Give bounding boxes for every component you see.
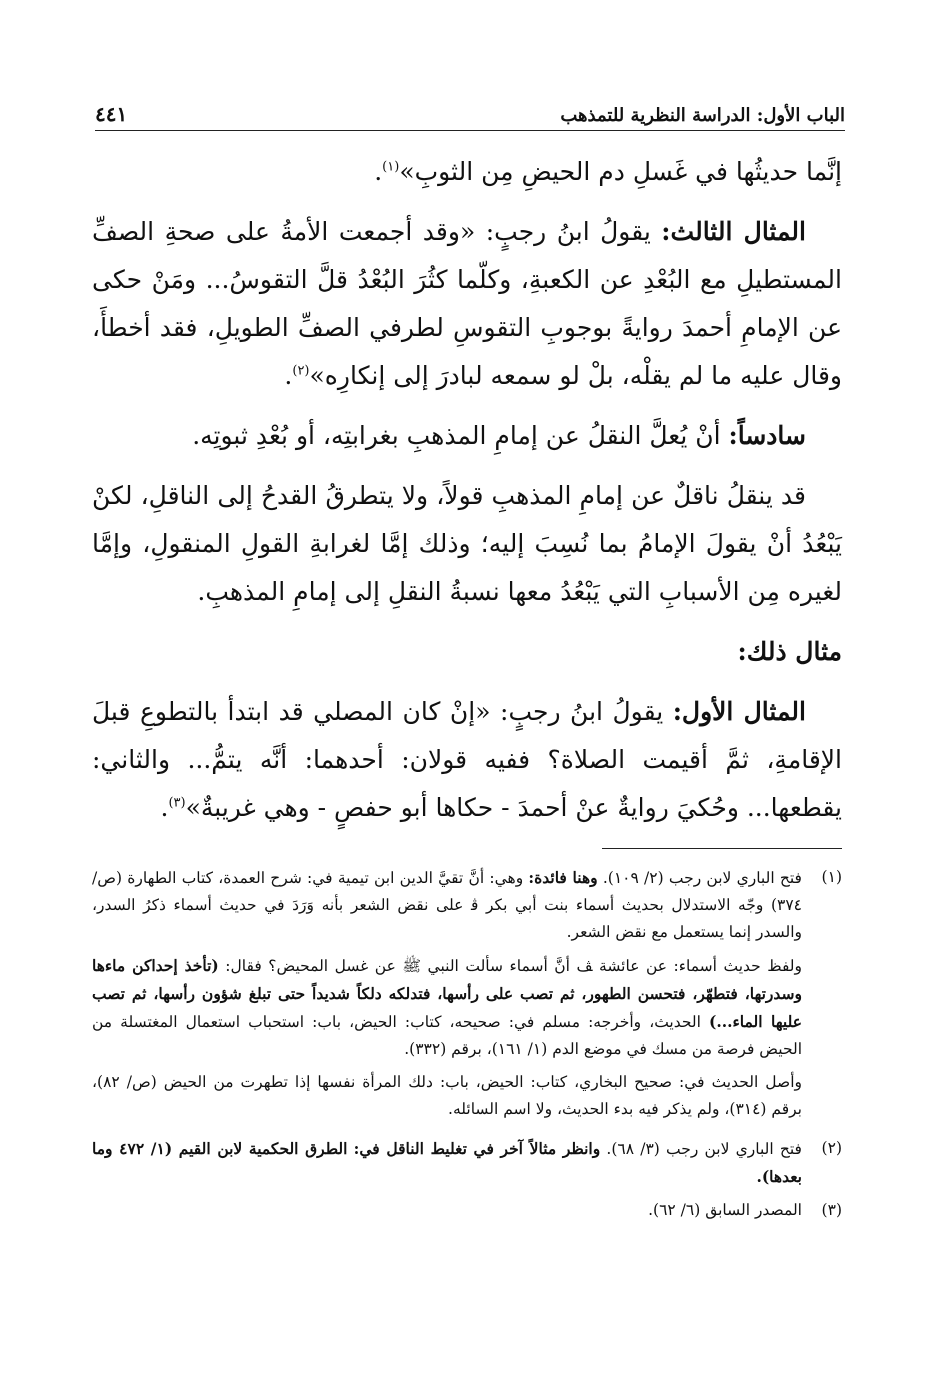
footnote-3-body: المصدر السابق (٦/ ٦٢). [648, 1201, 802, 1219]
sixth-heading: سادساً: [728, 421, 806, 450]
example-3-heading: المثال الثالث: [661, 217, 806, 246]
paragraph-6-text: يقولُ ابنُ رجبٍ: «إنْ كان المصلي قد ابتدأ بالتطوعِ قبلَ الإقامةِ، ثمَّ أقيمت الصلاة؟ ففيه قولان: أحدهما: أنَّه يتمُّ... والثاني: يقطعها... وحُكيَ روايةٌ عنْ أحمدَ - حكاها أبو حفصٍ - وهي غريبةٌ» [92, 697, 842, 822]
paragraph-6 [92, 688, 842, 832]
footnote-separator [602, 848, 842, 849]
footnote-1-text: وهي: أنَّ تقيَّ الدين ابن تيمية في: شرح العمدة، كتاب الطهارة (ص/ ٣٧٤) وجّه الاستدلال بحديث أسماء بنت أبي بكر ﭬ على نقض الشعر بأنه وَرَدَ في حديث أسماء ذكرُ السدر، والسدر إنما يستعمل مع نقض الشعر. [92, 869, 802, 941]
footnote-ref-2: (٢) [292, 363, 310, 379]
footnote-2-bold: وانظر مثالاً آخر في تغليط الناقل في: [353, 1139, 601, 1158]
footnote-1 [92, 864, 842, 1129]
paragraph-2-end: . [284, 361, 293, 390]
footnote-1-para-3: وأصل الحديث في: صحيح البخاري، كتاب: الحيض، باب: دلك المرأة نفسها إذا تطهرت من الحيض (ص/ ٨٢)، برقم (٣١٤)، ولم يذكر فيه بدء الحديث، ولا اسم السائله. [92, 1073, 802, 1118]
footnote-1-number: (١) [821, 868, 842, 886]
paragraph-2 [92, 208, 842, 400]
footnote-1-para-2-text: ولفظ حديث أسماء: عن عائشة ﭫ أنَّ أسماء سألت النبي ﷺ عن غسل المحيض؟ فقال: [225, 957, 802, 975]
footnote-1-hadith-text: (تأخذ إحداكن ماءها وسدرتها، فتطهّر، فتحسن الطهور، ثم تصب على رأسها، فتدلكه دلكاً شديداً حتى تبلغ شؤون رأسها، ثم تصب عليها الماء...) [92, 956, 802, 1031]
paragraph-1-text: إنَّما حديثُها في غَسلِ دم الحيضِ مِن الثوبِ» [399, 157, 842, 186]
paragraph-6-end: . [160, 793, 169, 822]
example-heading: مثال ذلك: [737, 637, 842, 666]
footnote-2-lead: فتح الباري لابن رجب (٣/ ٦٨). [606, 1140, 802, 1158]
paragraph-2-text: يقولُ ابنُ رجبٍ: «وقد أجمعت الأمةُ على صحةِ الصفِّ المستطيلِ مع البُعْدِ عن الكعبةِ، وكلّما كثُرَ البُعْدُ قلَّ التقوسُ... ومَنْ حكى عن الإمامِ أحمدَ روايةً بوجوبِ التقوسِ لطرفي الصفِّ الطويلِ، فقد أخطأَ، وقال عليه ما لم يقلْه، بلْ لو سمعه لبادرَ إلى إنكارِه» [92, 217, 842, 390]
footnote-2-number: (٢) [821, 1139, 842, 1157]
footnote-3 [92, 1197, 842, 1224]
footnotes [92, 864, 842, 1230]
paragraph-3-text: أنْ يُعلَّ النقلُ عن إمامِ المذهبِ بغرابتِه، أو بُعْدِ ثبوتِه. [192, 421, 721, 450]
footnote-1-body [92, 864, 802, 1129]
footnote-1-para-1 [92, 864, 802, 946]
example-1-heading: المثال الأول: [672, 697, 806, 726]
footnote-ref-1: (١) [382, 159, 400, 175]
footnote-2-text: الطرق الحكمية لابن القيم (١/ ٤٧٢ وما بعدها). [92, 1139, 802, 1186]
footnote-1-para-2-tail: الحديث، وأخرجه: مسلم في: صحيحه، كتاب: الحيض، باب: استحباب استعمال المغتسلة من الحيض فرصة من مسك في موضع الدم (١/ ١٦١)، برقم (٣٣٢). [92, 1013, 802, 1058]
page-number: ٤٤١ [95, 102, 128, 126]
paragraph-1-end: . [374, 157, 383, 186]
paragraph-4: قد ينقلُ ناقلٌ عن إمامِ المذهبِ قولاً، ولا يتطرقُ القدحُ إلى الناقلِ، لكنْ يَبْعُدُ أنْ يقولَ الإمامُ بما نُسِبَ إليه؛ وذلك إمَّا لغرابةِ القولِ المنقولِ، وإمَّا لغيره مِن الأسبابِ التي يَبْعُدُ معها نسبةُ النقلِ إلى إمامِ المذهبِ. [92, 481, 842, 606]
paragraph-1 [92, 148, 842, 196]
page-header [95, 96, 845, 131]
footnote-1-bold: وهنا فائدة: [528, 868, 598, 887]
footnote-3-number: (٣) [821, 1201, 842, 1219]
main-text [92, 148, 842, 844]
footnote-1-lead: فتح الباري لابن رجب (٢/ ١٠٩). [602, 869, 802, 887]
footnote-2 [92, 1135, 842, 1191]
running-title: الباب الأول: الدراسة النظرية للتمذهب [560, 105, 845, 126]
paragraph-3 [92, 412, 842, 460]
footnote-ref-3: (٣) [168, 795, 186, 811]
footnote-2-body [92, 1135, 802, 1191]
footnote-1-para-2 [92, 952, 802, 1063]
